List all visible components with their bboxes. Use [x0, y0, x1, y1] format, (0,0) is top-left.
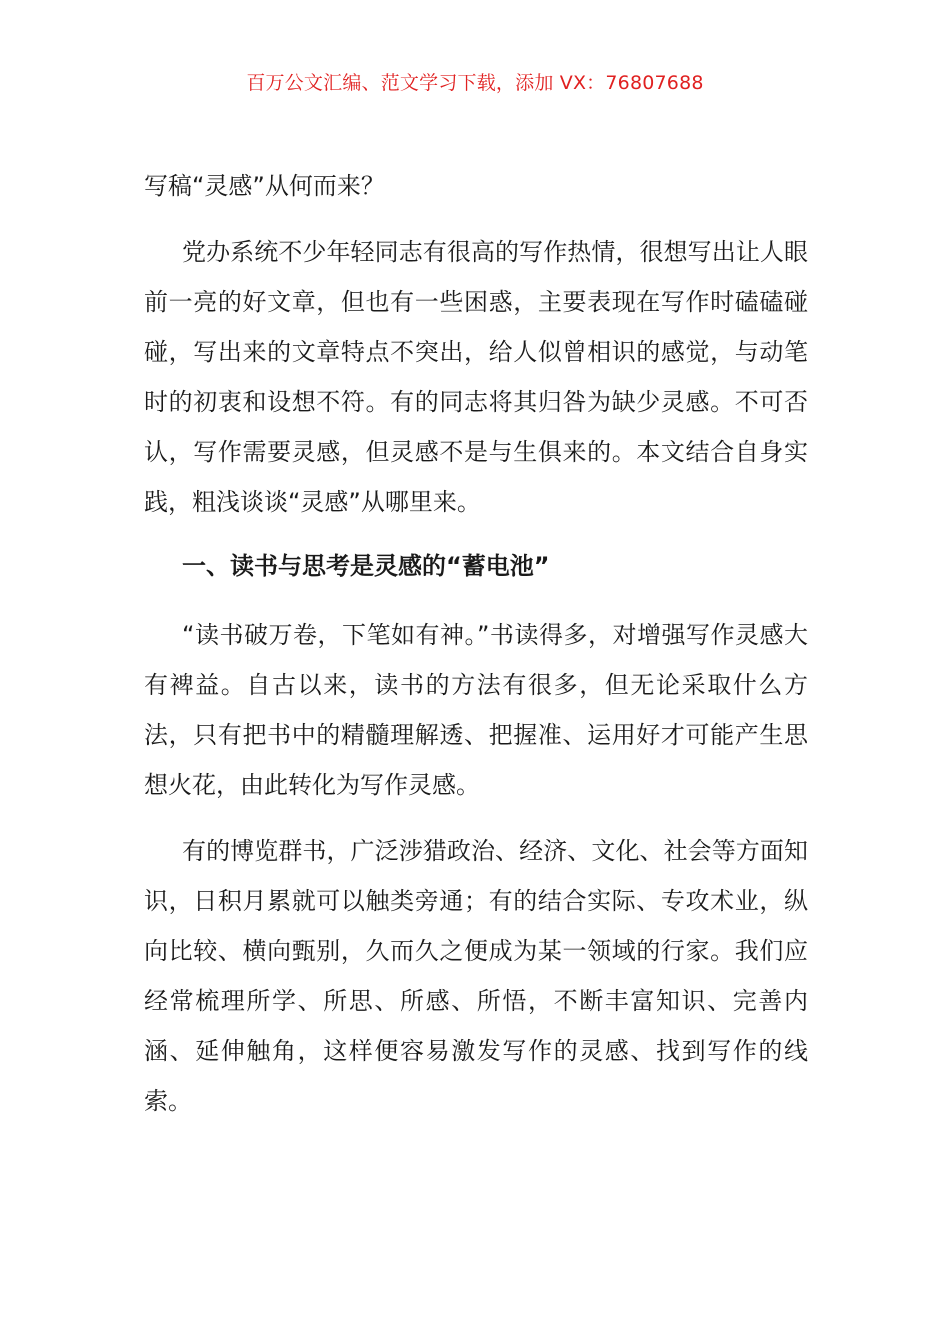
- header-watermark-note: 百万公文汇编、范文学习下载，添加 VX：76807688: [246, 72, 704, 94]
- article-title: 写稿“灵感”从何而来？: [144, 172, 385, 200]
- paragraph-knowledge: 有的博览群书，广泛涉猎政治、经济、文化、社会等方面知识，日积月累就可以触类旁通；有的结合实际、专攻术业，纵向比较、横向甄别，久而久之便成为某一领域的行家。我们应经常梳理所学、所思、所感、所悟，不断丰富知识、完善内涵、延伸触角，这样便容易激发写作的灵感、找到写作的线索。: [144, 837, 808, 1115]
- section-heading: 一、读书与思考是灵感的“蓄电池”: [182, 552, 550, 580]
- paragraph-intro: 党办系统不少年轻同志有很高的写作热情，很想写出让人眼前一亮的好文章，但也有一些困惑，主要表现在写作时磕磕碰碰，写出来的文章特点不突出，给人似曾相识的感觉，与动笔时的初衷和设想不符。有的同志将其归咎为缺少灵感。不可否认，写作需要灵感，但灵感不是与生俱来的。本文结合自身实践，粗浅谈谈“灵感”从哪里来。: [144, 238, 808, 516]
- paragraph-reading: “读书破万卷，下笔如有神。”书读得多，对增强写作灵感大有裨益。自古以来，读书的方法有很多，但无论采取什么方法，只有把书中的精髓理解透、把握准、运用好才可能产生思想火花，由此转化为写作灵感。: [144, 621, 808, 799]
